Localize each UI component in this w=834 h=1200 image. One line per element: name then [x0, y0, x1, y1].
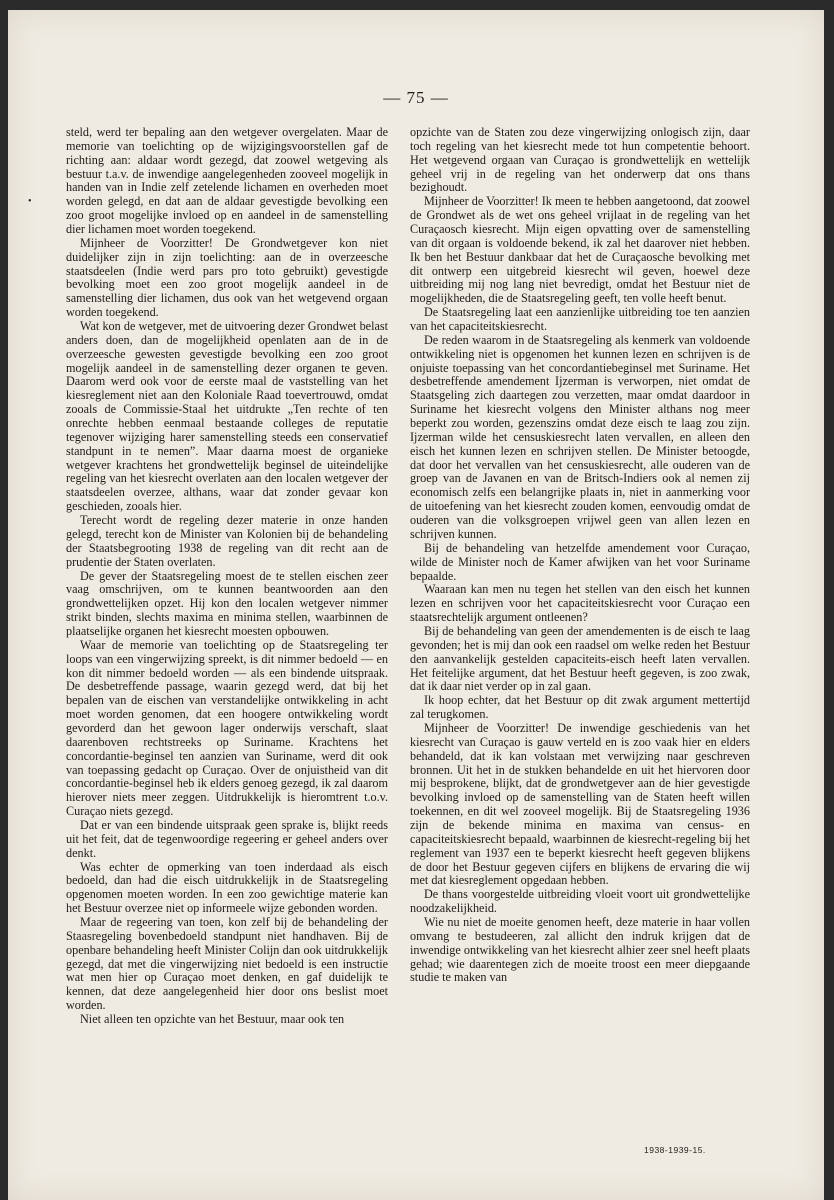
paragraph: De gever der Staatsregeling moest de te stellen eischen zeer vaag omschrijven, om te kunnen beantwoorden aan den grondwettelijken opzet. Hij kon den localen wetgever nimmer strikt binden, slechts maxima en minima stellen, waarbinnen de plaatselijke organen het kiesrecht moesten opbouwen.	[66, 568, 388, 638]
paragraph: Was echter de opmerking van toen inderdaad als eisch bedoeld, dan had die eisch uitdrukkelijk in de Staatsregeling opgenomen moeten worden. In een zoo gewichtige materie kan het Bestuur overzee niet op informeele wijze gebonden worden.	[66, 859, 388, 916]
paragraph: Dat er van een bindende uitspraak geen sprake is, blijkt reeds uit het feit, dat de tegenwoordige regeering er geheel anders over denkt.	[66, 817, 388, 860]
paragraph: opzichte van de Staten zou deze vingerwijzing onlogisch zijn, daar toch regeling van het kiesrecht mede tot hun competentie behoort. Het wetgevend orgaan van Curaçao is grondwettelijk en wettelijk geheel vrij in de regeling van het onderwerp dat ons thans bezighoudt.	[410, 125, 750, 195]
footer-code: 1938-1939-15.	[644, 1145, 706, 1155]
paragraph: Bij de behandeling van geen der amendementen is de eisch te laag gevonden; het is mij dan ook een raadsel om welke reden het Bestuur den aanvankelijk gestelden capaciteits-eisch heeft laten vervallen. Het feitelijke argument, dat het Bestuur heeft gegeven, is zoo zwak, dat ik daar niet verder op in zal gaan.	[410, 623, 750, 694]
paragraph: Mijnheer de Voorzitter! Ik meen te hebben aangetoond, dat zoowel de Grondwet als de wet ons geheel vrijlaat in de regeling van het Curaçaosch kiesrecht. Mijn eigen opvatting over de samenstelling van dit orgaan is voldoende bekend, ik zal het daarover niet hebben. Ik ben het Bestuur dankbaar dat het de Curaçaosche bevolking met dit ontwerp een uitgebreid kiesrecht wil geven, hoewel deze uitbreiding mij nog lang niet bevredigt, omdat het Bestuur niet de mogelijkheden, die de Staatsregeling geeft, ten volle heeft benut.	[410, 194, 750, 306]
paragraph: De thans voorgestelde uitbreiding vloeit voort uit grondwettelijke noodzakelijkheid.	[410, 887, 750, 916]
paragraph: steld, werd ter bepaling aan den wetgever overgelaten. Maar de memorie van toelichting op de wijzigingsvoorstellen gaf de richting aan: aldaar wordt gezegd, dat zoowel wetgeving als bestuur t.a.v. de inwendige aangelegenheden zooveel mogelijk in handen van in Indie zelf zetelende lichamen en overheden moet worden gelegd, en dat aan de aldaar gevestigde bevolking een zoo groot mogelijke invloed op en aandeel in de samenstelling dier lichamen moet worden toegekend.	[66, 125, 388, 237]
paragraph: Maar de regeering van toen, kon zelf bij de behandeling der Staasregeling bovenbedoeld standpunt niet handhaven. Bij de openbare behandeling heeft Minister Colijn dan ook uitdrukkelijk gezegd, dat met die vingerwijzing niet bedoeld is een instructie wat men hier op Curaçao moet denken, en gaf duidelijk te kennen, dat deze aangelegenheid hier door ons beslist moet worden.	[66, 914, 388, 1013]
paragraph: Mijnheer de Voorzitter! De Grondwetgever kon niet duidelijker zijn in zijn toelichting: aan de in overzeesche staatsdeelen (Indie werd pars pro toto gebruikt) gevestigde bevolking moet een zoo groot mogelijk aandeel in de samenstelling dier lichamen, dus ook van het wetgevend orgaan worden toegekend.	[66, 235, 388, 320]
document-page	[8, 10, 824, 1200]
left-column	[66, 126, 388, 1027]
right-column	[410, 126, 750, 985]
paragraph: De Staatsregeling laat een aanzienlijke uitbreiding toe ten aanzien van het capaciteitskiesrecht.	[410, 305, 750, 334]
margin-mark: •	[28, 196, 32, 207]
paragraph: Terecht wordt de regeling dezer materie in onze handen gelegd, terecht kon de Minister van Kolonien bij de behandeling der Staatsbegrooting 1938 de regeling van dit recht aan de prudentie der Staten overlaten.	[66, 513, 388, 569]
paragraph: Ik hoop echter, dat het Bestuur op dit zwak argument mettertijd zal terugkomen.	[410, 693, 750, 722]
paragraph: Mijnheer de Voorzitter! De inwendige geschiedenis van het kiesrecht van Curaçao is gauw verteld en is zoo vaak hier en elders behandeld, dat ik kan volstaan met verwijzing naar geschreven bronnen. Uit het in de stukken behandelde en uit het hiervoren door mij besprokene, blijkt, dat de grondwetgever aan de hier gevestigde bevolking invloed op de samenstelling van de Staten heeft willen toekennen, en dit wel zooveel mogelijk. Bij de Staatsregeling 1936 zijn de bekende minima en maxima van census- en capaciteitskiesrecht bepaald, waarbinnen de kiesrecht-regeling bij het reglement van 1937 een te beperkt kiesrecht heeft gegeven blijkens de door het Bestuur gegeven cijfers en blijkens de ervaring die wij met dat kiesreglement opgedaan hebben.	[410, 720, 750, 888]
paragraph: Niet alleen ten opzichte van het Bestuur, maar ook ten	[80, 1012, 345, 1026]
paragraph: Bij de behandeling van hetzelfde amendement voor Curaçao, wilde de Minister noch de Kamer afwijken van het voor Suriname bepaalde.	[410, 540, 750, 583]
paragraph: Wat kon de wetgever, met de uitvoering dezer Grondwet belast anders doen, dan de mogelijkheid openlaten aan de in de overzeesche gewesten gevestigde bevolking een zoo groot mogelijk aandeel in de samenstelling dezer organen te geven. Daarom werd ook voor de eerste maal de vaststelling van het kiesreglement niet aan den Koloniale Raad toevertrouwd, omdat zooals de Commissie-Staal het uitdrukte „Ten rechte of ten onrechte hebben eenmaal bestaande colleges de reputatie tegenover wijziging harer samenstelling steeds een conservatief standpunt in te nemen”. Maar daarna moest de organieke wetgever krachtens het grondwettelijk beginsel de uiteindelijke regeling van het kiesrecht overlaten aan den localen wetgever der staatsdeelen overzee, althans, waar dat zonder gevaar kon geschieden, zooals hier.	[66, 319, 388, 514]
paragraph: Waaraan kan men nu tegen het stellen van den eisch het kunnen lezen en schrijven voor het capaciteitskiesrecht voor Curaçao een staatsrechtelijk argument ontleenen?	[410, 582, 750, 625]
paragraph: De reden waarom in de Staatsregeling als kenmerk van voldoende ontwikkeling niet is opgenomen het kunnen lezen en schrijven is de onjuiste toepassing van het concordantiebeginsel met Suriname. Het desbetreffende amendement Ijzerman is verworpen, niet omdat de Staatsgeling zich daartegen zou verzetten, maar omdat daardoor in Suriname het kiesrecht volgens den Minister althans nog meer beperkt zou worden, gezenszins omdat deze eisch te laag zou zijn. Ijzerman wilde het censuskiesrecht laten vervallen, en alleen den eisch het kunnen lezen en schrijven stellen. De Minister betoogde, dat door het vervallen van het censuskiesrecht, alle ouderen van de groep van de Javanen en van de Britsch-Indiers ook al nemen zij economisch zelfs een belangrijke plaats in, niet in aanmerking voor de uitoefening van het kiesrecht zouden komen, eenvoudig omdat de ouderen van die volksgroepen vrijwel geen van allen lezen en schrijven kunnen.	[410, 332, 750, 541]
page-number: — 75 —	[383, 88, 449, 107]
paragraph: Waar de memorie van toelichting op de Staatsregeling ter loops van een vingerwijzing spreekt, is dit nimmer bedoeld — en kon dit nimmer bedoeld worden — als een bindende uitspraak. De desbetreffende passage, waarin gezegd werd, dat bij het bepalen van de eischen van verstandelijke ontwikkeling in acht moet worden genomen, dat een hoogere ontwikkeling wordt gevorderd dan het gewoon lager onderwijs verschaft, slaat daarenboven rechtstreeks op Suriname. Krachtens het concordantie-beginsel ten aanzien van Suriname, werd dit ook van toepassing gedacht op Curaçao. Over de onjuistheid van dit concordantie-beginsel heb ik elders genoeg gezegd, ik zal daarom hierover niets meer zeggen. Uitdrukkelijk is hieromtrent t.o.v. Curaçao niets gezegd.	[66, 637, 388, 819]
paragraph: Wie nu niet de moeite genomen heeft, deze materie in haar vollen omvang te bestudeeren, zal allicht den indruk krijgen dat de inwendige ontwikkeling van het kiesrecht alhier zeer snel heeft plaats gehad; wie daarentegen zich de moeite troost een meer diepgaande studie te maken van	[410, 914, 750, 985]
